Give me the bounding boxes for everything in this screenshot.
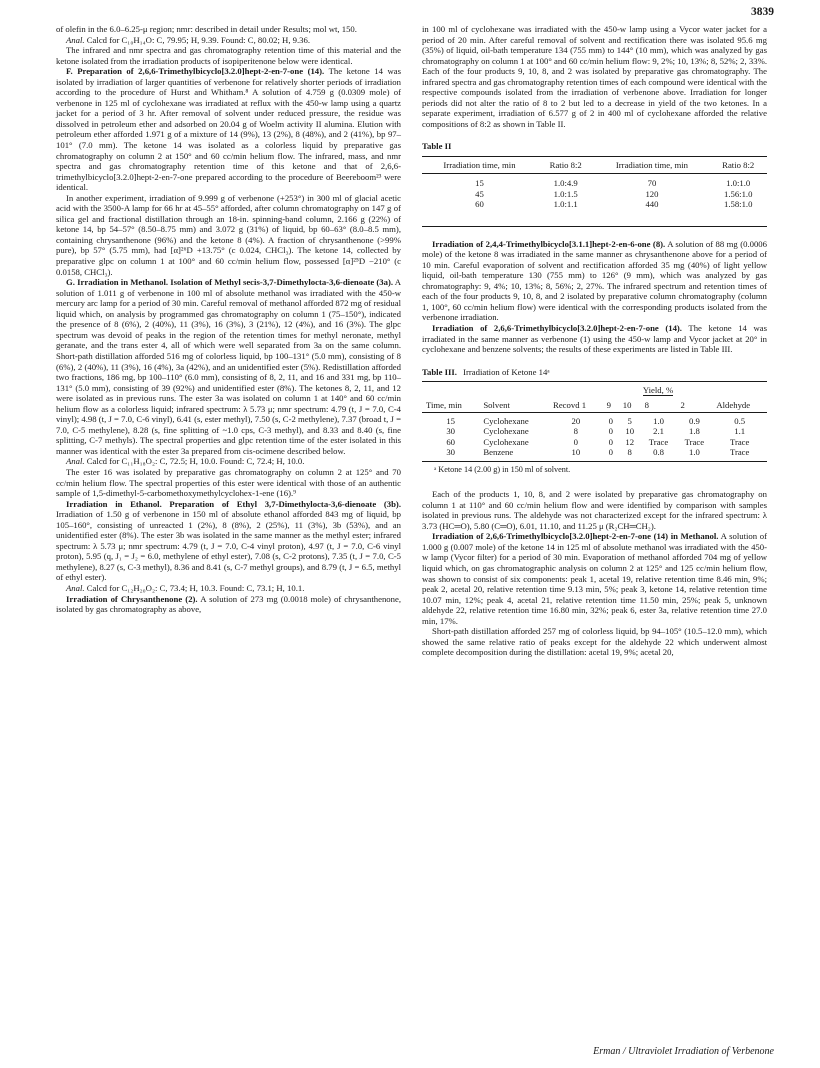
- table-cell: 20: [571, 416, 581, 427]
- table-label: Table III.: [422, 366, 457, 377]
- yield-group-header: Yield, %: [642, 385, 674, 396]
- table-header: Ratio 8:2: [722, 160, 755, 171]
- table-cell: Trace: [729, 447, 750, 458]
- table-cell: Benzene: [483, 447, 514, 458]
- table-cell: 1.1: [734, 426, 746, 437]
- left-column: [56, 24, 401, 615]
- table-title: Irradiation of Ketone 14ᵃ: [463, 366, 550, 377]
- section-f: [56, 66, 401, 193]
- table-header: Irradiation time, min: [443, 160, 516, 171]
- analysis-label: Anal.: [66, 456, 85, 467]
- section-ethanol: [56, 499, 401, 583]
- table-iii: [422, 381, 767, 461]
- table-cell: 1.0:1.0: [726, 178, 751, 189]
- table-cell: 1.8: [688, 426, 700, 437]
- section-heading: F. Preparation of 2,6,6-Trimethylbicyclo[3.2.0]hept-2-en-7-one (14).: [66, 66, 325, 77]
- table-cell: Trace: [729, 436, 750, 447]
- analysis-paragraph: [56, 35, 401, 46]
- analysis-paragraph: [56, 583, 401, 594]
- table-cell: 0: [608, 416, 613, 427]
- table-row: [422, 413, 767, 427]
- paragraph: The infrared and nmr spectra and gas chromatography retention time of this material and the ketone isolated from the irradiation products of isopiperitenone below were identical.: [56, 45, 401, 66]
- table-cell: 30: [446, 426, 455, 437]
- table-cell: Cyclohexane: [483, 426, 529, 437]
- analysis-label: Anal.: [66, 582, 85, 593]
- table-cell: Cyclohexane: [483, 436, 529, 447]
- table-cell: 70: [647, 178, 657, 189]
- table-header: 10: [622, 399, 632, 410]
- section-text: Irradiation of 1.50 g of verbenone in 150 ml of absolute ethanol afforded 843 mg of liquid, bp 105–160°, consisting of unreacted 1 (2%), 8 (8%), 2 (25%), 11 (3%), 3b (53%), and an unidentified ester (8%). The ester 3b was isolated in the same manner as the methyl ester; infrared spectrum: λ 5.73 μ; nmr spectrum: 4.79 (t, J = 7.0, C-4 vinyl proton), 4.97 (t, J = 7.0, C-6 vinyl proton), 5.95 (q, J₁ = J₂ = 6.0, methylene of ethyl ester), 7.08 (s, C-2 protons), 7.35 (t, J = 7.0, C-5 methylene), 8.27 (s, C-3 methyl), 8.36 and 8.41 (s, C-7 methyl groups), and 8.79 (t, J = 6.5, methyl of ethyl ester).: [56, 509, 401, 583]
- section-text: A solution of 1.000 g (0.007 mole) of the ketone 14 in 125 ml of absolute methanol was irradiated with the 450-w lamp (Vycor filter) for a period of 30 min. Evaporation of methanol afforded 704 mg of yellow liquid which, on gas chromatographic analysis on column 2 at 125° and 125 cc/min helium flow, was shown to consist of six components: peak 1, acetal 19, relative retention time 8.46 min, 9%; peak 2, acetal 20, relative retention time 9.13 min, 5%; peak 3, ketone 14, relative retention time 10.07 min, 12%; peak 4, acetal 21, relative retention time 11.50 min, 25%; peak 5, unknown aldehyde 22, relative retention time 16.80 min, 32%; peak 6, ester 3a, relative retention time 27.0 min, 17%.: [422, 531, 767, 626]
- table-header: 2: [680, 399, 685, 410]
- table-header: Solvent: [483, 399, 510, 410]
- section-heading: Irradiation of 2,4,4-Trimethylbicyclo[3.1.1]hept-2-en-6-one (8).: [432, 238, 666, 249]
- page-number: 3839: [751, 6, 774, 18]
- table-cell: 45: [475, 188, 484, 199]
- table-header: Time, min: [426, 399, 462, 410]
- section-text: A solution of 1.011 g of verbenone in 100 ml of absolute methanol was irradiated with the 450-w mercury arc lamp for a period of 30 min. Careful removal of methanol afforded 872 mg of residual liquid which, on analysis by programmed gas chromatography on column 1 (75–150°), indicated the presence of 8 (6%), 2 (40%), 11 (3%), 16 (3%), 3 (21%), 12 (4%), and 16 (3%). The glpc spectrum was devoid of peaks in the region of the retention times for methyl neronate, methyl geranate, and the trans ester 4, all of which were well separated from 3a on the same column. Short-path distillation afforded 516 mg of colorless liquid, bp 100–131° (5.0 mm), consisting of 8 (6%), 2 (40%), 11 (3%), 16 (4%), 3a (42%), and an unidentified ester (5%). Redistillation afforded two fractions, 186 mg, bp 100–110° (6.0 mm), consisting of 8, 2, 11, and 16 and 331 mg, bp 110–131° (5.0 mm), consisting of 39 (92%) and unidentified ester (8%). The ketones 8, 2, 11, and 12 were isolated as in previous runs. The ester 3a was isolated on column 1 at 140° and 60 cc/min helium flow as a colorless liquid; infrared spectrum: λ 5.73 μ; nmr spectrum: 4.79 (t, J = 7.0, C-4 vinyl); 4.98 (t, J = 7.0, C-6 vinyl), 6.41 (s, ester methyl), 7.50 (s, C-2 methylene), 7.37 (broad t, J = 7.0, C-5 methylene), 8.28 (s, fine splitting of ~1.0 cps, C-3 methyl), and 8.33 and 8.40 (s, fine splitting, C-7 methyls). The spectral properties and glpc retention time of the ester isolated in this manner was identical with the ester 3a prepared from cis-ocimene described below.: [56, 277, 402, 456]
- section-irr-14-methanol: [422, 531, 767, 626]
- table-row: [422, 199, 767, 226]
- table-cell: 1.0:4.9: [553, 178, 578, 189]
- section-text: The ketone 14 was isolated by irradiation of larger quantities of verbenone for relatively shorter periods of irradiation according to the procedure of Hurst and Whitham.⁸ A solution of 4.759 g (0.0309 mole) of verbenone in 125 ml of cyclohexane was irradiated at reflux with the 450-w lamp using a quartz jacket for a period of 3 hr. After removal of solvent under reduced pressure, the residue was dissolved in petroleum ether and adsorbed on 20.04 g of Woelm activity II alumina. Elution with petroleum ether afforded 1.971 g of a mixture of 14 (9%), 13 (2%), 8 (48%), and 2 (41%), bp 97–101° (7.0 mm). The ketone 14 was isolated as a colorless liquid by preparative gas chromatography on column 2 at 150° and 60 cc/min helium flow. The infrared, mass, and nmr spectra and gas chromatography retention time of this ketone and that of 2,6,6-trimethylbicyclo[3.2.0]hept-2-en-7-one prepared according to the procedure of Beereboom²³ were identical.: [56, 66, 401, 193]
- table-cell: 8: [573, 426, 579, 437]
- table-cell: 30: [446, 447, 455, 458]
- table-label: Table II: [422, 141, 452, 152]
- table-cell: 0.5: [734, 416, 746, 427]
- running-footer: Erman / Ultraviolet Irradiation of Verbenone: [593, 1046, 774, 1057]
- table-row: [422, 447, 767, 461]
- table-cell: Trace: [684, 436, 705, 447]
- table-cell: 1.0: [688, 447, 700, 458]
- table-cell: Cyclohexane: [483, 416, 529, 427]
- table-header: Aldehyde: [716, 399, 751, 410]
- table-cell: 1.56:1.0: [723, 188, 753, 199]
- section-heading: G. Irradiation in Methanol. Isolation of Methyl secis-3,7-Dimethylocta-3,6-dienoate (3a).: [66, 277, 394, 288]
- table-header-row: [422, 398, 767, 413]
- table-cell: 0: [608, 447, 613, 458]
- table-cell: 1.58:1.0: [723, 199, 753, 210]
- table-header: 8: [644, 399, 649, 410]
- right-column: [422, 24, 767, 658]
- table-ii: [422, 156, 767, 227]
- paragraph: in 100 ml of cyclohexane was irradiated with the 450-w lamp using a Vycor water jacket for a period of 20 min. After careful removal of solvent and rectification there was isolated 95.6 mg (35%) of liquid, oil-bath temperature 134 (755 mm) to 144° (10 mm), which was analyzed by gas chromatography on column 1 at 100° and 60 cc/min helium flow: 9, 2%; 10, 13%; 8, 52%; 2, 33%. Each of the four products 9, 10, 8, and 2 was isolated by preparative gas chromatography. The infrared spectra and gas chromatography retention times of each compound were identical with the respective compounds isolated from the irradiation of verbenone above. Irradiation for longer periods did not alter the ratio of 8 to 2 but led to a decrease in yield of the two ketones. In a separate experiment, irradiation of 6.577 g of 2 in 400 ml of cyclohexane afforded the relative compositions of 8:2 as shown in Table II.: [422, 24, 767, 129]
- section-text: A solution of 273 mg (0.0018 mole) of chrysanthenone, isolated by gas chromatography as above,: [56, 593, 402, 615]
- table-cell: 5: [627, 416, 632, 427]
- paragraph: of olefin in the 6.0–6.25-μ region; nmr: described in detail under Results; mol wt, 150.: [56, 24, 357, 34]
- section-heading: Irradiation of 2,6,6-Trimethylbicyclo[3.2.0]hept-2-en-7-one (14) in Methanol.: [432, 531, 719, 542]
- section-irr-8: [422, 239, 767, 323]
- table-cell: 1.0: [653, 416, 664, 427]
- table-cell: 10: [625, 426, 635, 437]
- analysis-text: Calcd for C₁₀H₁₄O: C, 79.95; H, 9.39. Found: C, 80.02; H, 9.36.: [84, 34, 311, 45]
- table-cell: 15: [475, 178, 484, 189]
- table-row: [422, 189, 767, 199]
- table-cell: 0: [608, 426, 613, 437]
- table-header: Irradiation time, min: [615, 160, 689, 171]
- table-cell: Trace: [648, 436, 669, 447]
- section-text: The ketone 14 was irradiated in the same manner as verbenone (1) using the 450-w lamp and Vycor jacket at 20° in cyclohexane and benzene solvents; the results of these experiments are listed in Table III.: [422, 323, 767, 355]
- analysis-text: Calcd for C₁₂H₂₀O₂: C, 73.4; H, 10.3. Found: C, 73.1; H, 10.1.: [84, 582, 305, 593]
- paragraph: Each of the products 1, 10, 8, and 2 were isolated by preparative gas chromatography on column 1 at 110° and 60 cc/min helium flow and were identified by comparison with samples isolated in previous runs. The aldehyde was not characterized except for the infrared spectrum: λ 3.73 (HC═O), 5.80 (C═O), 6.01, 11.10, and 11.25 μ (R₂CH═CH₂).: [422, 489, 767, 531]
- section-chrysanthenone: [56, 594, 401, 615]
- paragraph: The ester 16 was isolated by preparative gas chromatography on column 2 at 125° and 70 cc/min helium flow. The spectral properties of this ester were identical with those of an authentic sample of 1,5-dimethyl-5-carbomethoxymethylcyclohex-1-ene (16).⁹: [56, 466, 401, 499]
- section-irr-14: [422, 323, 767, 355]
- table-cell: 120: [645, 188, 659, 199]
- table-cell: 0.9: [688, 416, 700, 427]
- table-cell: 0: [573, 436, 579, 447]
- section-heading: Irradiation of 2,6,6-Trimethylbicyclo[3.2.0]hept-2-en-7-one (14).: [432, 323, 682, 334]
- paragraph: Short-path distillation afforded 257 mg of colorless liquid, bp 94–105° (10.5–12.0 mm), which showed the same relative ratio of peaks except for the aldehyde 22 which underwent almost complete decomposition during the distillation: acetal 19, 9%; acetal 20,: [422, 626, 767, 658]
- table-group-header-row: [422, 382, 767, 398]
- table-cell: 12: [625, 436, 635, 447]
- table-header: Ratio 8:2: [549, 160, 582, 171]
- table-cell: 440: [645, 199, 659, 210]
- table-header: 9: [606, 399, 612, 410]
- table-footnote: ᵃ Ketone 14 (2.00 g) in 150 ml of solvent.: [434, 464, 571, 474]
- analysis-label: Anal.: [66, 34, 85, 45]
- table-header: Recovd 1: [553, 399, 587, 410]
- table-header-row: [422, 157, 767, 174]
- paragraph: In another experiment, irradiation of 9.999 g of verbenone (+253°) in 300 ml of glacial acetic acid with the 3500-A lamp for 66 hr at 45–55° afforded, after column chromatography on 147 g of silica gel and fractional distillation through an 18-in. spinning-band column, 2.166 g (22%) of ketone 14, bp 54–57° (8.50–8.75 mm) and 3.072 g (31%) of liquid, bp 60–63° (8.0–8.5 mm), containing chrysanthenone (96%) and the ketone 8 (4%). A fraction of chrysanthenone (>99% pure), bp 57° (5.75 mm), had [α]²⁶D +13.75° (c 0.024, CHCl₃). The ketone 14, collected by preparative glpc on column 1 at 100° and 60 cc/min helium flow, possessed [α]²⁵D −210° (c 0.0158, CHCl₃).: [56, 192, 401, 277]
- table-row: [422, 426, 767, 436]
- analysis-paragraph: [56, 456, 401, 467]
- section-g: [56, 277, 401, 456]
- section-text: A solution of 88 mg (0.0006 mole) of the ketone 8 was irradiated in the same manner as chrysanthenone above for a period of 10 min. Careful evaporation of solvent and rectification afforded 35 mg (40%) of light yellow liquid, oil-bath temperature 130 (755 mm) to 126° (9 mm), which was analyzed by gas chromatography: 9, 4%; 10, 13%; 8, 56%; 2, 27%. The infrared spectrum and retention times of each of the four products 9, 10, 8, and 2 isolated by preparative column chromatography (column 1, 100°, 60 cc/min helium flow) were identical with the corresponding products isolated from the verbenone irradiation.: [422, 238, 767, 323]
- table-cell: 1.0:1.5: [553, 188, 578, 199]
- table-iii-caption: [422, 367, 767, 378]
- table-cell: 1.0:1.1: [553, 199, 578, 210]
- table-cell: 60: [446, 436, 455, 447]
- table-ii-caption: [422, 141, 767, 152]
- analysis-text: Calcd for C₁₁H₁₈O₂: C, 72.5; H, 10.0. Found: C, 72.4; H, 10.0.: [84, 456, 305, 467]
- table-cell: 2.1: [653, 426, 664, 437]
- section-heading: Irradiation of Chrysanthenone (2).: [66, 593, 198, 604]
- section-heading: Irradiation in Ethanol. Preparation of Ethyl 3,7-Dimethylocta-3,6-dienoate (3b).: [66, 498, 401, 509]
- table-cell: 10: [571, 447, 581, 458]
- table-row: [422, 174, 767, 189]
- table-cell: 8: [627, 447, 632, 458]
- table-row: [422, 437, 767, 447]
- table-cell: 60: [475, 199, 484, 210]
- table-cell: 15: [446, 416, 455, 427]
- table-cell: 0: [608, 436, 613, 447]
- table-cell: 0.8: [653, 447, 664, 458]
